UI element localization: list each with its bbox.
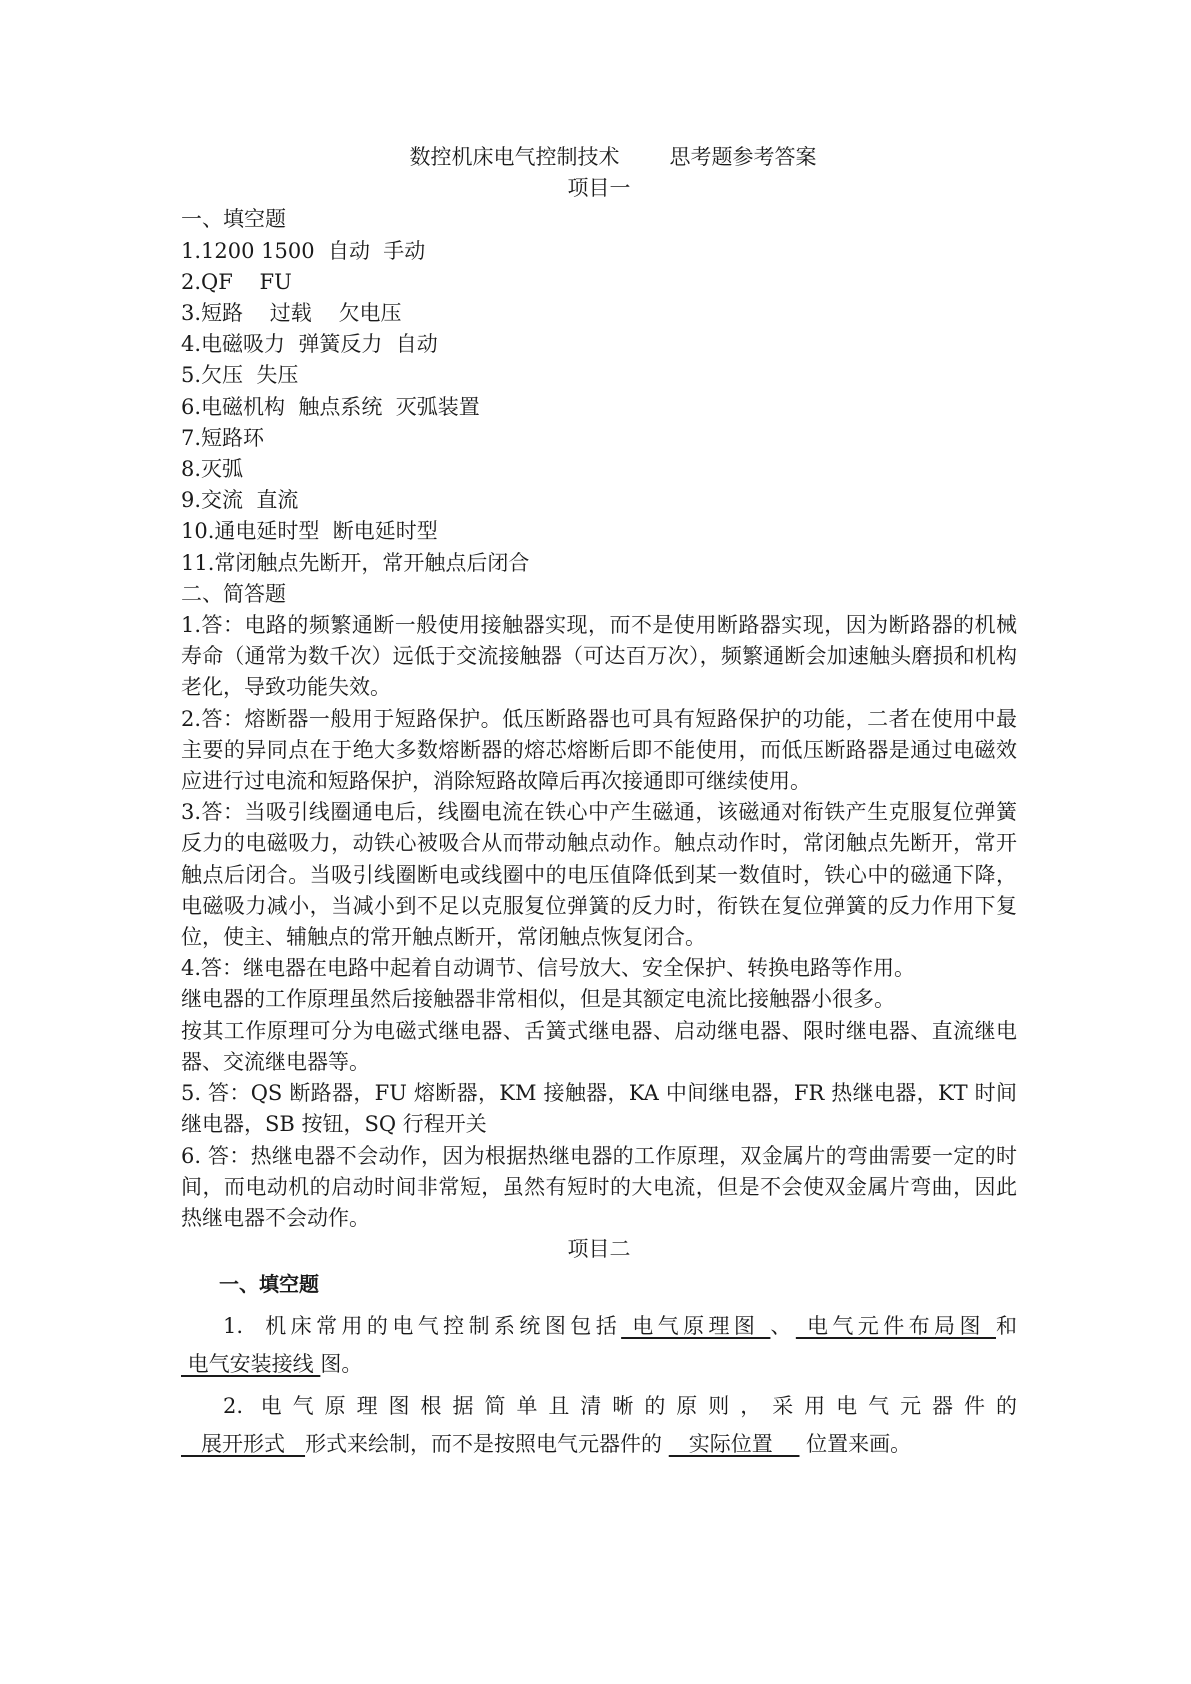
q1-blank-answer: 电气安装接线 xyxy=(181,1351,321,1376)
fill-item: 7.短路环 xyxy=(181,425,265,450)
answer-paragraph: 5. 答：QS 断路器，FU 熔断器，KM 接触器，KA 中间继电器，FR 热继电器，KT 时间继电器，SB 按钮，SQ 行程开关 xyxy=(181,1081,1017,1137)
fill-item: 9.交流 直流 xyxy=(181,488,299,513)
answer-paragraph: 继电器的工作原理虽然后接触器非常相似，但是其额定电流比接触器小很多。 xyxy=(181,987,895,1012)
document-body xyxy=(181,142,1017,1467)
project2-heading: 项目二 xyxy=(567,1237,631,1262)
answer-paragraph: 3.答：当吸引线圈通电后，线圈电流在铁心中产生磁通，该磁通对衔铁产生克服复位弹簧反力的电磁吸力，动铁心被吸合从而带动触点动作。触点动作时，常闭触点先断开，常开触点后闭合。当吸引线圈断电或线圈中的电压值降低到某一数值时，铁心中的磁通下降，电磁吸力减小，当减小到不足以克服复位弹簧的反力时，衔铁在复位弹簧的反力作用下复位，使主、辅触点的常开触点断开，常闭触点恢复闭合。 xyxy=(181,800,1017,950)
fill-item: 6.电磁机构 触点系统 灭弧装置 xyxy=(181,394,480,419)
project1-fill-heading: 一、填空题 xyxy=(181,207,286,232)
q2-blank-answer: 展开形式 xyxy=(181,1431,306,1456)
project2-question-2 xyxy=(181,1387,1017,1463)
answer-paragraph: 1.答：电路的频繁通断一般使用接触器实现，而不是使用断路器实现，因为断路器的机械寿命（通常为数千次）远低于交流接触器（可达百万次），频繁通断会加速触头磨损和机构老化，导致功能失效。 xyxy=(181,613,1017,700)
q1-separator: 、 xyxy=(770,1313,796,1338)
project2-question-1 xyxy=(181,1307,1017,1383)
fill-item: 8.灭弧 xyxy=(181,457,244,482)
answer-paragraph: 2.答：熔断器一般用于短路保护。低压断路器也可具有短路保护的功能，二者在使用中最主要的异同点在于绝大多数熔断器的熔芯熔断后即不能使用，而低压断路器是通过电磁效应进行过电流和短路保护，消除短路故障后再次接通即可继续使用。 xyxy=(181,706,1017,794)
answer-paragraph: 6. 答：热继电器不会动作，因为根据热继电器的工作原理，双金属片的弯曲需要一定的时间，而电动机的启动时间非常短，虽然有短时的大电流，但是不会使双金属片弯曲，因此热继电器不会动作。 xyxy=(181,1143,1017,1230)
q2-prefix: 2. 电气原理图根据简单且清晰的原则，采用电气元器件的 xyxy=(223,1393,1017,1418)
q1-prefix: 1. 机床常用的电气控制系统图包括 xyxy=(223,1313,622,1338)
answer-paragraph: 4.答：继电器在电路中起着自动调节、信号放大、安全保护、转换电路等作用。 xyxy=(181,956,916,981)
project1-heading: 项目一 xyxy=(567,176,631,201)
fill-item: 3.短路 过载 欠电压 xyxy=(181,301,402,326)
q2-blank-answer: 实际位置 xyxy=(668,1431,800,1456)
q1-separator: 和 xyxy=(995,1313,1017,1338)
q1-blank-answer: 电气原理图 xyxy=(621,1313,771,1338)
fill-item: 2.QF FU xyxy=(181,269,292,294)
project2-fill-heading: 一、填空题 xyxy=(219,1272,319,1297)
title-main: 数控机床电气控制技术 xyxy=(409,145,620,169)
project1-answers xyxy=(181,610,1017,1234)
answer-paragraph: 按其工作原理可分为电磁式继电器、舌簧式继电器、启动继电器、限时继电器、直流继电器、交流继电器等。 xyxy=(181,1018,1017,1074)
fill-item: 11.常闭触点先断开，常开触点后闭合 xyxy=(181,550,530,575)
q1-suffix: 图。 xyxy=(320,1351,363,1376)
fill-item: 1.1200 1500 自动 手动 xyxy=(181,238,426,263)
q2-suffix: 位置来画。 xyxy=(799,1431,912,1456)
q2-middle: 形式来绘制，而不是按照电气元器件的 xyxy=(305,1431,669,1456)
fill-item: 4.电磁吸力 弹簧反力 自动 xyxy=(181,332,438,357)
document-title xyxy=(209,142,1017,173)
title-sub: 思考题参考答案 xyxy=(669,145,817,169)
project1-short-answer-heading: 二、简答题 xyxy=(181,581,286,606)
project1-fill-list xyxy=(181,236,1017,579)
q1-blank-answer: 电气元件布局图 xyxy=(795,1313,996,1338)
fill-item: 5.欠压 失压 xyxy=(181,363,299,388)
fill-item: 10.通电延时型 断电延时型 xyxy=(181,519,438,544)
